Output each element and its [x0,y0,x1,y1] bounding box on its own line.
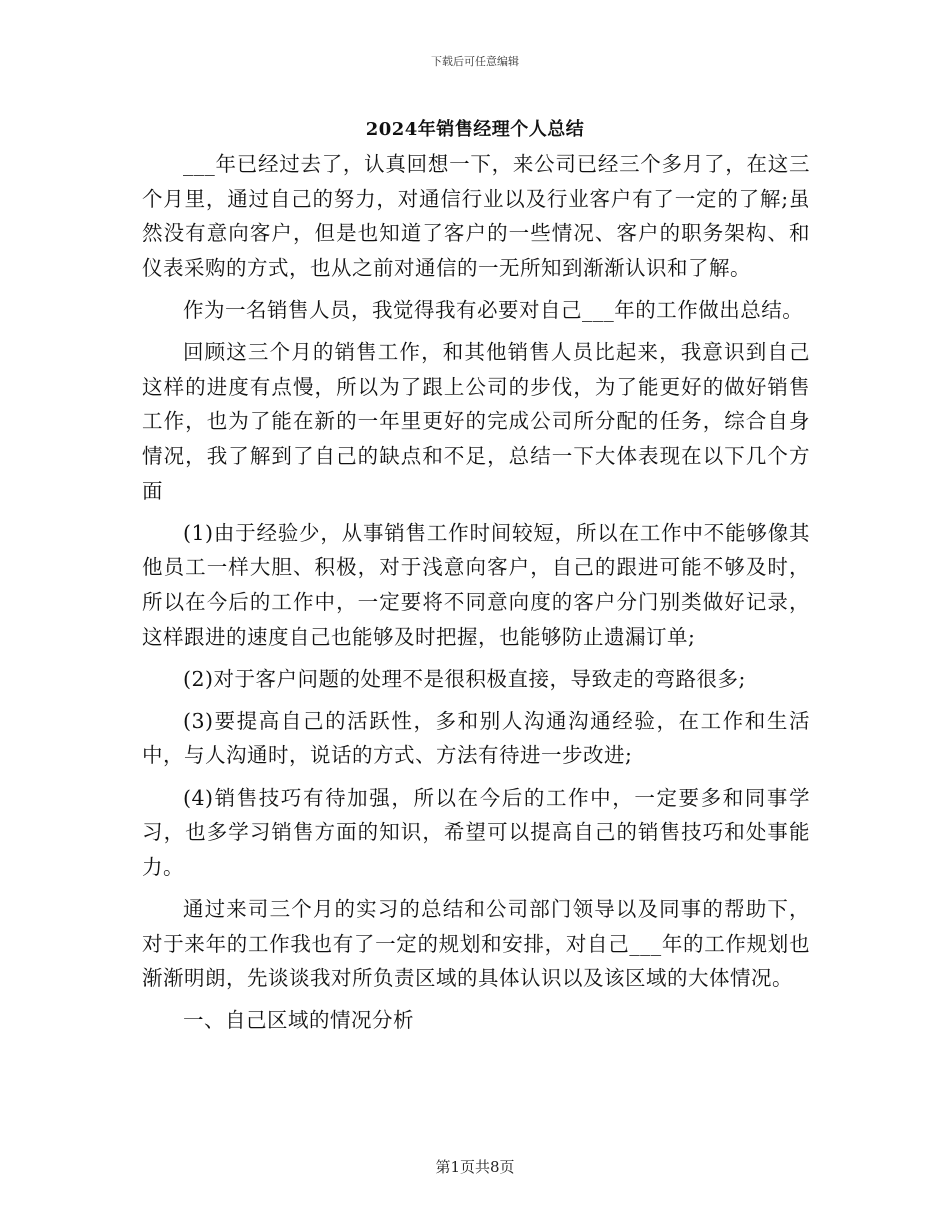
paragraph-point-3: (3)要提高自己的活跃性，多和别人沟通沟通经验，在工作和生活中，与人沟通时，说话的方式、方法有待进一步改进; [142,708,810,768]
paragraph-review: 回顾这三个月的销售工作，和其他销售人员比起来，我意识到自己这样的进度有点慢，所以为了跟上公司的步伐，为了能更好的做好销售工作，也为了能在新的一年里更好的完成公司所分配的任务，综合自身情况，我了解到了自己的缺点和不足，总结一下大体表现在以下几个方面 [142,340,810,503]
paragraph-point-2: (2)对于客户问题的处理不是很积极直接，导致走的弯路很多; [183,666,746,691]
page-header-note: 下载后可任意编辑 [431,55,519,68]
paragraph-point-4: (4)销售技巧有待加强，所以在今后的工作中，一定要多和同事学习，也多学习销售方面的知识，希望可以提高自己的销售技巧和处事能力。 [142,785,810,879]
paragraph-intro: ___年已经过去了，认真回想一下，来公司已经三个多月了，在这三个月里，通过自己的努力，对通信行业以及行业客户有了一定的了解;虽然没有意向客户，但是也知道了客户的一些情况、客户的职务架构、和仪表采购的方式，也从之前对通信的一无所知到渐渐认识和了解。 [142,152,810,280]
paragraph-summary-intent: 作为一名销售人员，我觉得我有必要对自己___年的工作做出总结。 [183,297,804,322]
document-title: 2024年销售经理个人总结 [365,119,585,140]
page-footer-page-number: 第1页共8页 [435,1158,515,1176]
paragraph-planning: 通过来司三个月的实习的总结和公司部门领导以及同事的帮助下，对于来年的工作我也有了一定的规划和安排，对自己___年的工作规划也渐渐明朗，先谈谈我对所负责区域的具体认识以及该区域的大体情况。 [142,897,810,991]
section-heading-region-analysis: 一、自己区域的情况分析 [183,1008,414,1033]
document-body [142,147,810,1046]
paragraph-point-1: (1)由于经验少，从事销售工作时间较短，所以在工作中不能够像其他员工一样大胆、积极，对于浅意向客户，自己的跟进可能不够及时，所以在今后的工作中，一定要将不同意向度的客户分门别类做好记录，这样跟进的速度自己也能够及时把握，也能够防止遗漏订单; [142,520,810,649]
